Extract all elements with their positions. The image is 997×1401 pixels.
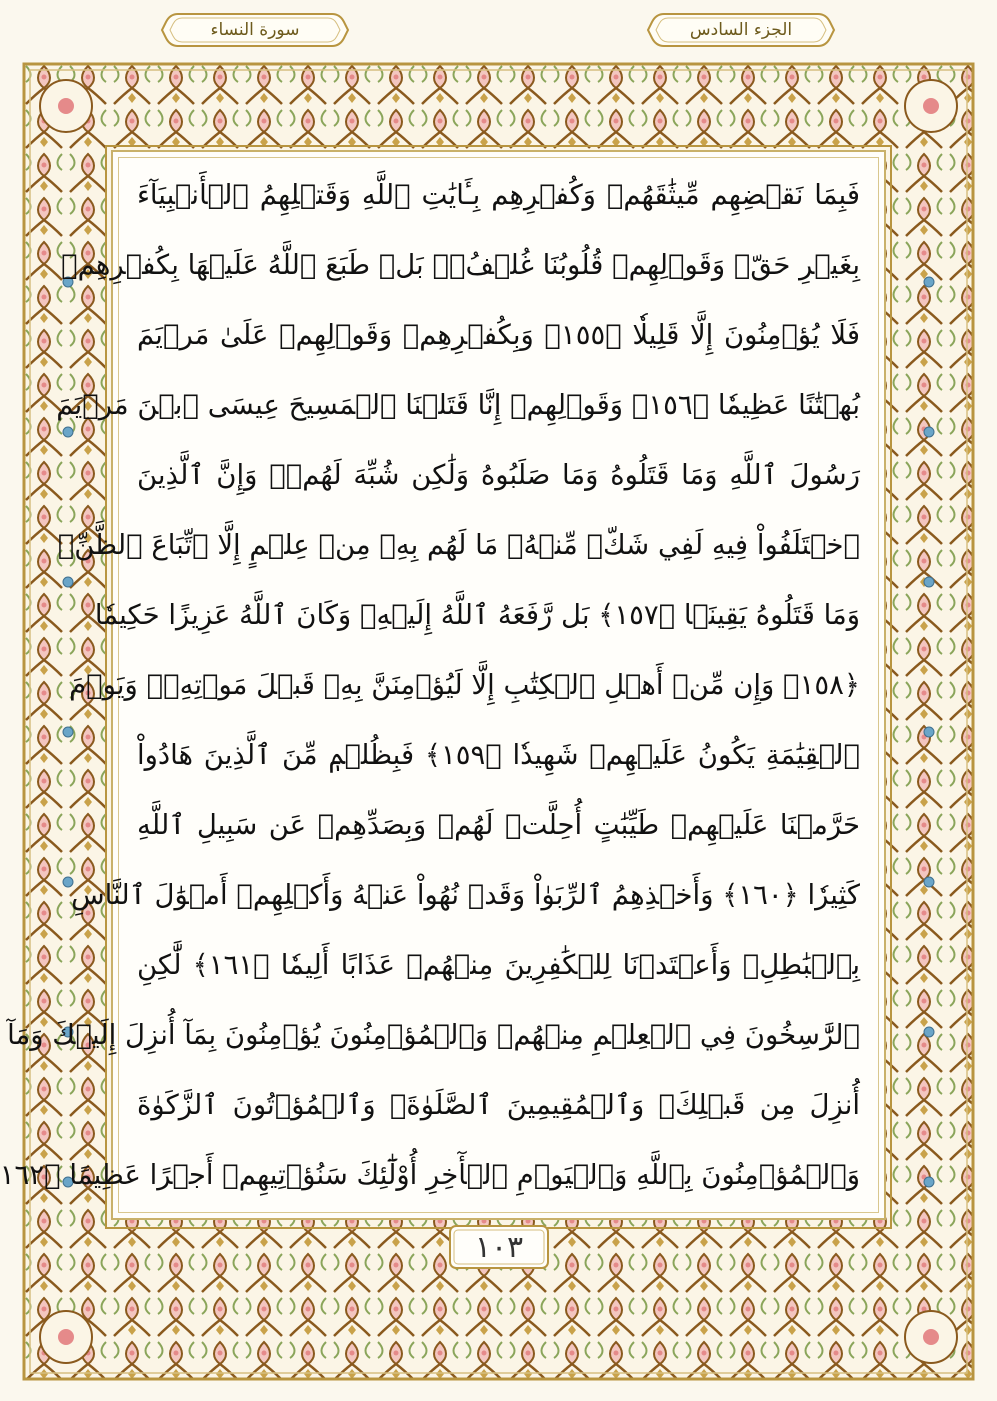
page-number: ١٠٣ bbox=[474, 1229, 524, 1265]
verse-line: أُنزِلَ مِن قَبۡلِكَۚ وَٱلۡمُقِيمِينَ ٱلصَّلَوٰةَۚ وَٱلۡمُؤۡتُونَ ٱلزَّكَوٰةَ bbox=[137, 1089, 860, 1121]
verse-lines bbox=[0, 162, 860, 1208]
verse-text-panel bbox=[0, 150, 886, 1220]
verse-line: رَسُولَ ٱللَّهِ وَمَا قَتَلُوهُ وَمَا صَلَبُوهُ وَلَٰكِن شُبِّهَ لَهُمۡۚ وَإِنَّ ٱلَّذِينَ bbox=[137, 459, 860, 491]
verse-line: ٱلۡقِيَٰمَةِ يَكُونُ عَلَيۡهِمۡ شَهِيدٗا ﴿١٥٩﴾ فَبِظُلۡمٖ مِّنَ ٱلَّذِينَ هَادُواْ bbox=[137, 739, 860, 771]
verse-line: وَٱلۡمُؤۡمِنُونَ بِٱللَّهِ وَٱلۡيَوۡمِ ٱلۡأٓخِرِ أُوْلَٰٓئِكَ سَنُؤۡتِيهِمۡ أَجۡرًا عَظِيمًا ﴿١٦٢ bbox=[0, 1159, 860, 1191]
juz-name-cartouche bbox=[646, 10, 836, 50]
verse-line: ٱخۡتَلَفُواْ فِيهِ لَفِي شَكّٖ مِّنۡهُۚ مَا لَهُم بِهِۦ مِنۡ عِلۡمٍ إِلَّا ٱتِّبَاعَ ٱلظَّنِّۚ bbox=[57, 529, 860, 561]
verse-line: كَثِيرٗا ﴿١٦٠﴾ وَأَخۡذِهِمُ ٱلرِّبَوٰاْ وَقَدۡ نُهُواْ عَنۡهُ وَأَكۡلِهِمۡ أَمۡوَٰلَ ٱلنَّاسِ bbox=[71, 879, 860, 911]
juz-name: الجزء السادس bbox=[689, 20, 793, 40]
verse-line: ﴿١٥٨﴾ وَإِن مِّنۡ أَهۡلِ ٱلۡكِتَٰبِ إِلَّا لَيُؤۡمِنَنَّ بِهِۦ قَبۡلَ مَوۡتِهِۦۖ وَيَوۡمَ bbox=[69, 669, 860, 701]
verse-line: وَمَا قَتَلُوهُ يَقِينَۢا ﴿١٥٧﴾ بَل رَّفَعَهُ ٱللَّهُ إِلَيۡهِۚ وَكَانَ ٱللَّهُ عَزِيزًا حَكِيمٗا bbox=[94, 599, 860, 631]
surah-name: سورة النساء bbox=[210, 20, 300, 40]
verse-line: فَلَا يُؤۡمِنُونَ إِلَّا قَلِيلٗا ﴿١٥٥﴾ وَبِكُفۡرِهِمۡ وَقَوۡلِهِمۡ عَلَىٰ مَرۡيَمَ bbox=[137, 319, 860, 351]
surah-name-cartouche bbox=[160, 10, 350, 50]
verse-line: بِغَيۡرِ حَقّٖ وَقَوۡلِهِمۡ قُلُوبُنَا غُلۡفُۢۚ بَلۡ طَبَعَ ٱللَّهُ عَلَيۡهَا بِكُفۡرِهِمۡ bbox=[61, 249, 860, 281]
verse-line: فَبِمَا نَقۡضِهِم مِّيثَٰقَهُمۡ وَكُفۡرِهِم بِـَٔايَٰتِ ٱللَّهِ وَقَتۡلِهِمُ ٱلۡأَنۢبِيَآءَ bbox=[137, 179, 860, 211]
verse-line: بُهۡتَٰنًا عَظِيمٗا ﴿١٥٦﴾ وَقَوۡلِهِمۡ إِنَّا قَتَلۡنَا ٱلۡمَسِيحَ عِيسَى ٱبۡنَ مَرۡيَمَ bbox=[56, 389, 860, 421]
verse-line: حَرَّمۡنَا عَلَيۡهِمۡ طَيِّبَٰتٍ أُحِلَّتۡ لَهُمۡ وَبِصَدِّهِمۡ عَن سَبِيلِ ٱللَّهِ bbox=[137, 809, 860, 841]
page-number-plaque bbox=[448, 1224, 550, 1270]
verse-line: ٱلرَّٰسِخُونَ فِي ٱلۡعِلۡمِ مِنۡهُمۡ وَٱلۡمُؤۡمِنُونَ يُؤۡمِنُونَ بِمَآ أُنزِلَ إِلَيۡكَ وَمَآ bbox=[7, 1019, 860, 1051]
verse-line: بِٱلۡبَٰطِلِۚ وَأَعۡتَدۡنَا لِلۡكَٰفِرِينَ مِنۡهُمۡ عَذَابًا أَلِيمٗا ﴿١٦١﴾ لَّٰكِنِ bbox=[137, 949, 860, 981]
